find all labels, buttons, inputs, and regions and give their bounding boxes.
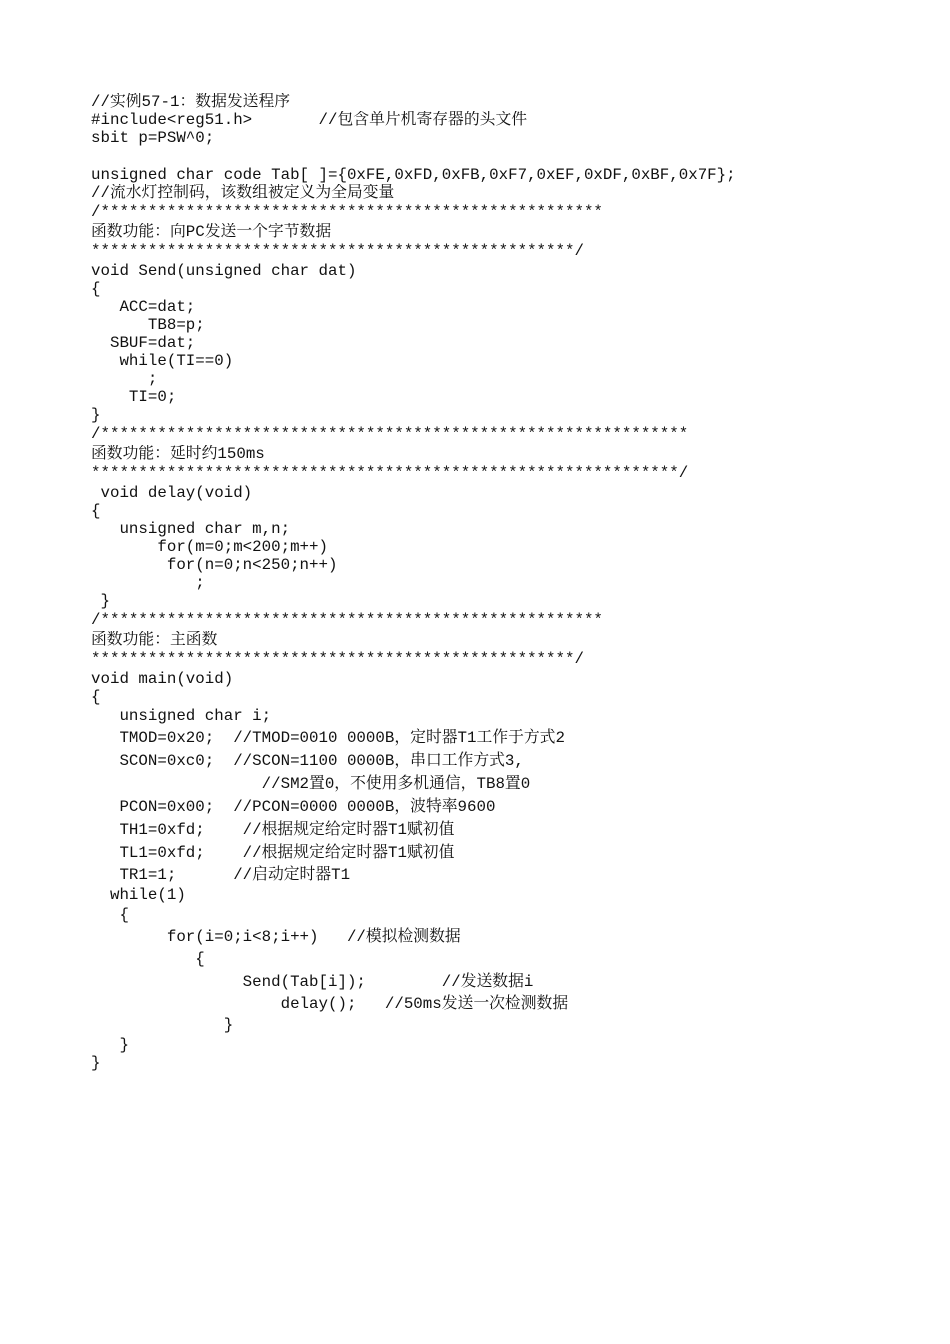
code-line: } bbox=[91, 406, 101, 424]
code-line: for(m=0;m<200;m++) bbox=[91, 538, 328, 556]
code-line: } bbox=[91, 1054, 101, 1072]
code-line: void main(void) bbox=[91, 670, 234, 688]
code-line: //实例57-1：数据发送程序 bbox=[91, 93, 291, 111]
code-line: unsigned char i; bbox=[91, 707, 272, 725]
comment-border-line: ***************************************************/ bbox=[91, 650, 584, 668]
code-line: sbit p=PSW^0; bbox=[91, 129, 215, 147]
code-line: { bbox=[91, 906, 129, 924]
code-line: Send(Tab[i]); //发送数据i bbox=[91, 973, 534, 991]
code-line: delay(); //50ms发送一次检测数据 bbox=[91, 995, 569, 1013]
code-line: TR1=1; //启动定时器T1 bbox=[91, 866, 351, 884]
comment-border-line: /***************************************************** bbox=[91, 611, 603, 629]
code-listing bbox=[91, 93, 911, 1072]
code-line: TMOD=0x20; //TMOD=0010 0000B，定时器T1工作于方式2 bbox=[91, 729, 565, 747]
code-line: TI=0; bbox=[91, 388, 177, 406]
comment-border-line: /***************************************************** bbox=[91, 203, 603, 221]
code-line: #include<reg51.h> //包含单片机寄存器的头文件 bbox=[91, 111, 528, 129]
code-line: { bbox=[91, 280, 101, 298]
code-line: } bbox=[91, 1016, 234, 1034]
code-line: void delay(void) bbox=[91, 484, 253, 502]
comment-border-line: **************************************************************/ bbox=[91, 464, 689, 482]
code-line: void Send(unsigned char dat) bbox=[91, 262, 357, 280]
code-line: SBUF=dat; bbox=[91, 334, 196, 352]
code-line: TH1=0xfd; //根据规定给定时器T1赋初值 bbox=[91, 821, 455, 839]
code-line: ACC=dat; bbox=[91, 298, 196, 316]
comment-border-line: ***************************************************/ bbox=[91, 242, 584, 260]
comment-border-line: /************************************************************** bbox=[91, 425, 689, 443]
comment-line: 函数功能：向PC发送一个字节数据 bbox=[91, 223, 332, 241]
code-line: for(i=0;i<8;i++) //模拟检测数据 bbox=[91, 928, 461, 946]
code-line: { bbox=[91, 688, 101, 706]
code-line: } bbox=[91, 1036, 129, 1054]
code-line: while(TI==0) bbox=[91, 352, 234, 370]
comment-line: 函数功能：主函数 bbox=[91, 631, 218, 649]
code-line: TB8=p; bbox=[91, 316, 205, 334]
code-line: while(1) bbox=[91, 886, 186, 904]
blank-line bbox=[91, 147, 911, 166]
code-line: { bbox=[91, 502, 101, 520]
code-line: unsigned char code Tab[ ]={0xFE,0xFD,0xFB,0xF7,0xEF,0xDF,0xBF,0x7F}; bbox=[91, 166, 736, 184]
code-line: SCON=0xc0; //SCON=1100 0000B，串口工作方式3, bbox=[91, 752, 524, 770]
code-line: for(n=0;n<250;n++) bbox=[91, 556, 338, 574]
code-line: ; bbox=[91, 574, 205, 592]
code-line: //流水灯控制码，该数组被定义为全局变量 bbox=[91, 184, 395, 202]
code-line: { bbox=[91, 950, 205, 968]
code-line: ; bbox=[91, 370, 158, 388]
code-line: //SM2置0，不使用多机通信，TB8置0 bbox=[91, 775, 531, 793]
comment-line: 函数功能：延时约150ms bbox=[91, 445, 265, 463]
code-line: TL1=0xfd; //根据规定给定时器T1赋初值 bbox=[91, 844, 455, 862]
code-line: } bbox=[91, 592, 110, 610]
code-line: unsigned char m,n; bbox=[91, 520, 291, 538]
code-line: PCON=0x00; //PCON=0000 0000B，波特率9600 bbox=[91, 798, 496, 816]
